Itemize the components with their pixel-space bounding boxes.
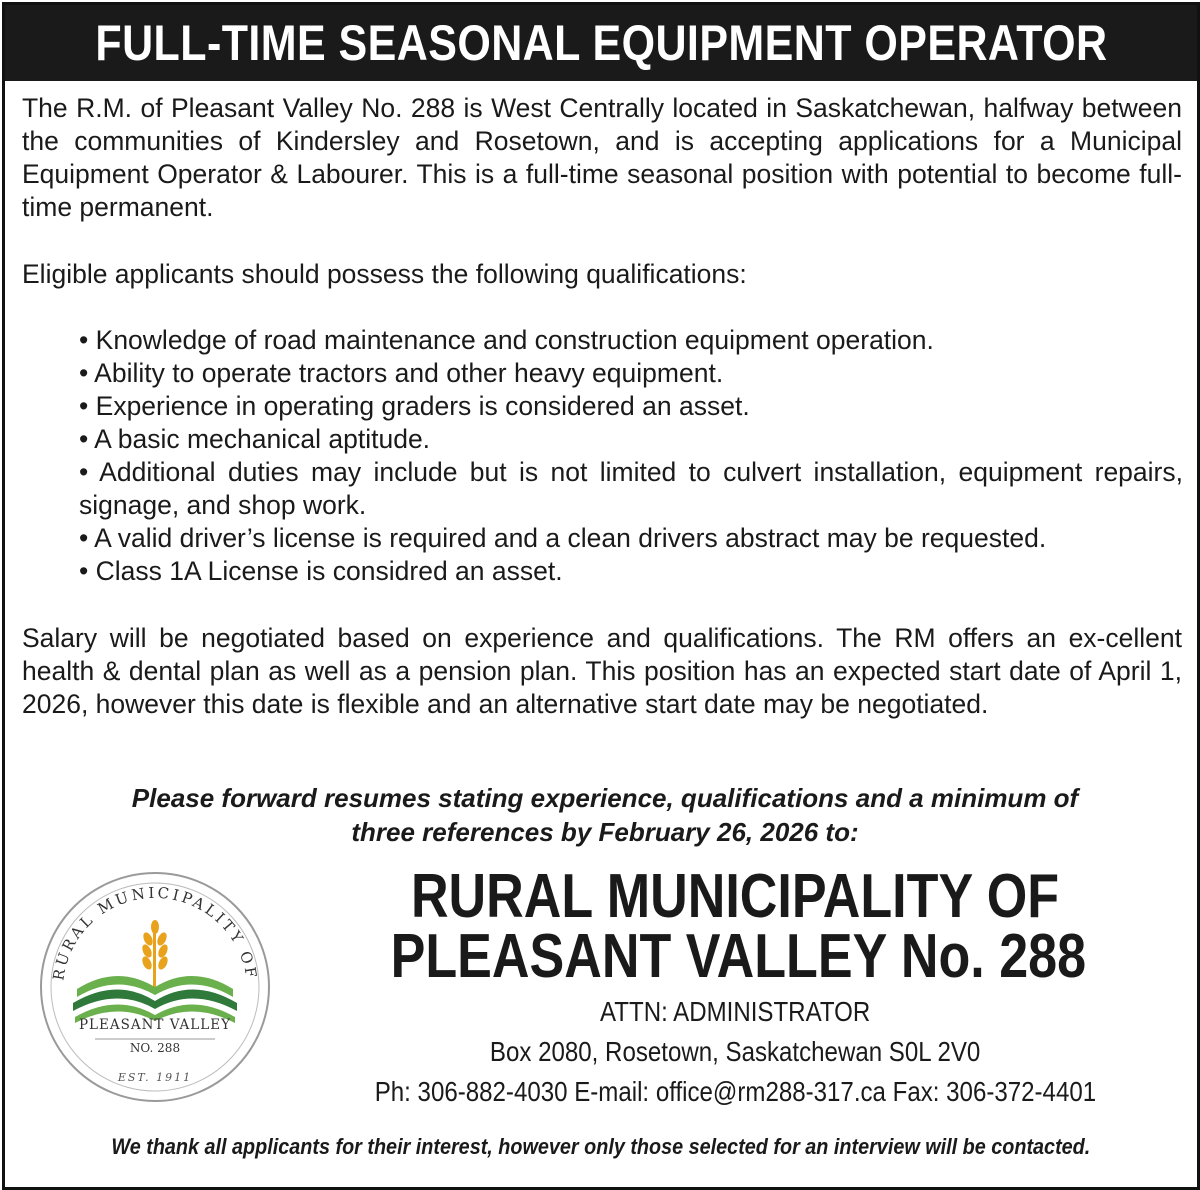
submission-line-1: Please forward resumes stating experience, qualifications and a minimum of xyxy=(131,783,1079,813)
title-bar xyxy=(5,5,1197,81)
seal-arc-text: RURAL MUNICIPALITY OF xyxy=(49,883,261,982)
advertisement-frame xyxy=(2,2,1200,1190)
contact-text: Ph: 306-882-4030 E-mail: office@rm288-317.ca Fax: 306-372-4401 xyxy=(374,1076,1096,1107)
footer-note xyxy=(25,1132,1177,1162)
address-text: Box 2080, Rosetown, Saskatchewan S0L 2V0 xyxy=(489,1036,981,1067)
address-line xyxy=(305,1032,1165,1072)
list-item: • Class 1A License is considred an asset. xyxy=(79,556,563,586)
attention-text: ATTN: ADMINISTRATOR xyxy=(599,996,871,1027)
list-item: • A valid driver’s license is required and a clean drivers abstract may be requested. xyxy=(79,523,1047,553)
contact-line xyxy=(305,1072,1165,1112)
attention-line xyxy=(305,992,1165,1032)
submission-line-2: three references by February 26, 2026 to: xyxy=(351,817,859,847)
qualifications-list xyxy=(79,324,1183,588)
seal-number: NO. 288 xyxy=(129,1041,181,1055)
list-item: • Knowledge of road maintenance and construction equipment operation. xyxy=(79,325,934,355)
list-item: • Experience in operating graders is considered an asset. xyxy=(79,391,750,421)
salary-paragraph: Salary will be negotiated based on experience and qualifications. The RM offers an ex-cellent health & dental plan as well as a pension plan. This position has an expected start date of April 1, 2026, however this date is flexible and an alternative start date may be negotiated. xyxy=(22,623,1182,719)
submission-instructions xyxy=(35,781,1175,849)
list-item: • Additional duties may include but is not limited to culvert installation, equipment repairs, signage, and shop work. xyxy=(79,457,1183,520)
municipality-seal-logo xyxy=(37,869,273,1105)
organization-name-line-2: PLEASANT VALLEY No. 288 xyxy=(390,922,1087,991)
seal-established: EST. 1911 xyxy=(117,1071,193,1084)
list-item: • A basic mechanical aptitude. xyxy=(79,424,431,454)
organization-name xyxy=(325,862,1145,991)
list-item: • Ability to operate tractors and other heavy equipment. xyxy=(79,358,724,388)
page-title: FULL-TIME SEASONAL EQUIPMENT OPERATOR xyxy=(94,15,1108,71)
intro-paragraph: The R.M. of Pleasant Valley No. 288 is West Centrally located in Saskatchewan, halfway between the communities of Kindersley and Rosetown, and is accepting applications for a Municipal Equipment Operator & Labourer. This is a full-time seasonal position with potential to become full-time permanent. xyxy=(22,93,1182,222)
seal-name: PLEASANT VALLEY xyxy=(78,1017,232,1033)
organization-name-line-1: RURAL MUNICIPALITY OF xyxy=(410,862,1060,931)
footer-text: We thank all applicants for their interest, however only those selected for an interview will be contacted. xyxy=(111,1134,1091,1159)
qualifications-heading: Eligible applicants should possess the following qualifications: xyxy=(22,259,747,289)
